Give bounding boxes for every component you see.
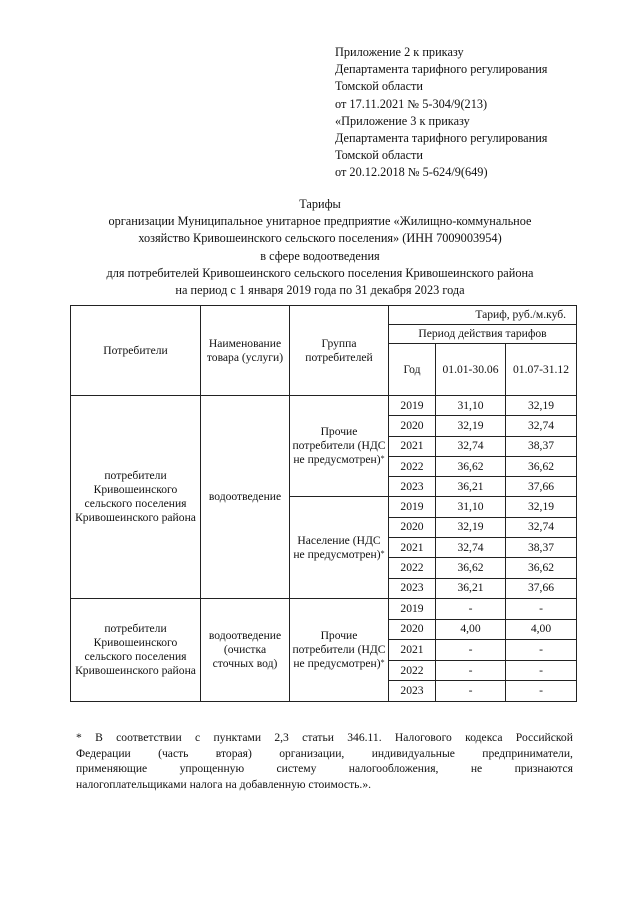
footnote-word: вторая) — [215, 746, 252, 760]
tariff-cell: 4,00 — [436, 619, 506, 640]
year-cell: 2023 — [389, 681, 436, 702]
tariff-cell: 36,62 — [436, 456, 506, 476]
footnote-word: с — [194, 731, 201, 744]
header-period1: 01.01-30.06 — [436, 344, 506, 396]
tariff-cell: 32,19 — [436, 416, 506, 436]
tariff-cell: 31,10 — [436, 396, 506, 416]
tariff-cell: 37,66 — [506, 477, 577, 497]
footnote-word: систему — [276, 762, 317, 775]
title-line: хозяйство Кривошеинского сельского поселения» (ИНН 7009003954) — [138, 231, 502, 246]
year-cell: 2023 — [389, 477, 436, 497]
year-cell: 2019 — [389, 497, 436, 517]
footnote-word: предприниматели, — [482, 746, 573, 760]
tariff-cell: 31,10 — [436, 497, 506, 517]
footnote-word: Российской — [515, 731, 573, 744]
tariff-cell: 4,00 — [506, 619, 577, 640]
footnote-word: кодекса — [465, 731, 503, 744]
year-cell: 2020 — [389, 517, 436, 537]
tariff-cell: - — [436, 681, 506, 702]
footnote-word: Налогового — [394, 731, 452, 744]
year-cell: 2023 — [389, 578, 436, 598]
header-line: Департамента тарифного регулирования — [335, 62, 548, 77]
tariff-cell: 36,62 — [506, 456, 577, 476]
header-line: Томской области — [335, 79, 423, 94]
tariff-cell: 36,21 — [436, 477, 506, 497]
tariff-cell: 32,74 — [436, 538, 506, 558]
year-cell: 2020 — [389, 619, 436, 640]
tariff-cell: 32,19 — [506, 396, 577, 416]
header-period: Период действия тарифов — [389, 325, 577, 344]
title-line: в сфере водоотведения — [260, 248, 380, 263]
table-header-row — [71, 306, 577, 325]
tariff-cell: 38,37 — [506, 436, 577, 456]
footnote-line — [76, 730, 573, 746]
footnote-line — [76, 746, 573, 762]
header-tariff: Тариф, руб./м.куб. — [389, 306, 577, 325]
footnote-mark: * — [380, 657, 385, 667]
tariff-cell: - — [506, 640, 577, 661]
footnote-word: соответствии — [116, 731, 182, 744]
document-title — [20, 196, 620, 299]
header-line: от 20.12.2018 № 5-624/9(649) — [335, 165, 488, 180]
header-consumers: Потребители — [71, 306, 201, 396]
appendix-header — [335, 44, 625, 182]
group-cell — [290, 396, 389, 497]
tariff-cell: 32,74 — [506, 517, 577, 537]
consumer-cell: потребители Кривошеинского сельского поселения Кривошеинского района — [71, 396, 201, 599]
tariff-cell: - — [506, 598, 577, 619]
year-cell: 2021 — [389, 538, 436, 558]
year-cell: 2022 — [389, 558, 436, 578]
group-name: Население (НДС не предусмотрен) — [293, 533, 381, 561]
header-line: «Приложение 3 к приказу — [335, 113, 470, 128]
header-line: Томской области — [335, 148, 423, 163]
footnote-word: признаются — [514, 762, 573, 775]
tariff-cell: - — [436, 598, 506, 619]
title-line: на период с 1 января 2019 года по 31 декабря 2023 года — [175, 283, 465, 298]
year-cell: 2019 — [389, 396, 436, 416]
table-row — [71, 598, 577, 619]
tariff-cell: 32,74 — [506, 416, 577, 436]
header-line: от 17.11.2021 № 5-304/9(213) — [335, 96, 488, 111]
footnote-line: налогоплательщиками налога на добавленную стоимость.». — [76, 777, 372, 791]
footnote-word: пунктами — [213, 731, 262, 744]
header-group: Группа потребителей — [290, 306, 389, 396]
tariff-cell: 32,74 — [436, 436, 506, 456]
year-cell: 2022 — [389, 456, 436, 476]
title-line: для потребителей Кривошеинского сельского поселения Кривошеинского района — [106, 265, 534, 280]
tariff-cell: 36,62 — [506, 558, 577, 578]
header-period2: 01.07-31.12 — [506, 344, 577, 396]
title-line: Тарифы — [299, 197, 341, 211]
footnote-word: (часть — [158, 746, 189, 760]
footnote-word: 346.11. — [347, 731, 382, 744]
year-cell: 2021 — [389, 436, 436, 456]
footnote-word: * — [76, 731, 82, 744]
footnote-word: статьи — [302, 731, 334, 744]
footnote-word: организации, — [279, 746, 345, 760]
tariff-cell: 37,66 — [506, 578, 577, 598]
tariff-cell: 32,19 — [506, 497, 577, 517]
header-year: Год — [389, 344, 436, 396]
header-product-name: Наименование товара (услуги) — [201, 306, 290, 396]
footnote-word: упрощенную — [179, 762, 245, 775]
footnote-line — [76, 761, 573, 777]
year-cell: 2022 — [389, 660, 436, 681]
footnote-word: применяющие — [76, 762, 148, 775]
footnote-mark: * — [380, 548, 385, 558]
table-row — [71, 396, 577, 416]
title-line: организации Муниципальное унитарное предприятие «Жилищно-коммунальное — [108, 214, 532, 229]
group-name: Прочие потребители (НДС не предусмотрен) — [292, 628, 386, 670]
tariff-cell: 32,19 — [436, 517, 506, 537]
tariffs-table — [70, 305, 577, 702]
consumer-cell: потребители Кривошеинского сельского поселения Кривошеинского района — [71, 598, 201, 701]
tariff-cell: - — [436, 640, 506, 661]
group-cell — [290, 497, 389, 598]
tariff-cell: 36,21 — [436, 578, 506, 598]
footnote-word: Федерации — [76, 746, 131, 760]
group-cell — [290, 598, 389, 701]
year-cell: 2020 — [389, 416, 436, 436]
tariff-cell: - — [436, 660, 506, 681]
service-cell: водоотведение (очистка сточных вод) — [201, 598, 290, 701]
tariff-cell: 36,62 — [436, 558, 506, 578]
group-name: Прочие потребители (НДС не предусмотрен) — [292, 425, 386, 467]
year-cell: 2019 — [389, 598, 436, 619]
header-line: Приложение 2 к приказу — [335, 45, 464, 59]
footnote — [76, 730, 573, 792]
footnote-word: В — [95, 731, 103, 744]
header-line: Департамента тарифного регулирования — [335, 131, 548, 146]
footnote-word: не — [470, 762, 483, 775]
footnote-mark: * — [380, 454, 385, 464]
footnote-word: налогообложения, — [348, 762, 439, 775]
tariff-cell: - — [506, 681, 577, 702]
tariff-cell: - — [506, 660, 577, 681]
footnote-word: 2,3 — [274, 731, 289, 744]
footnote-word: индивидуальные — [371, 746, 455, 760]
year-cell: 2021 — [389, 640, 436, 661]
service-cell: водоотведение — [201, 396, 290, 599]
tariff-cell: 38,37 — [506, 538, 577, 558]
